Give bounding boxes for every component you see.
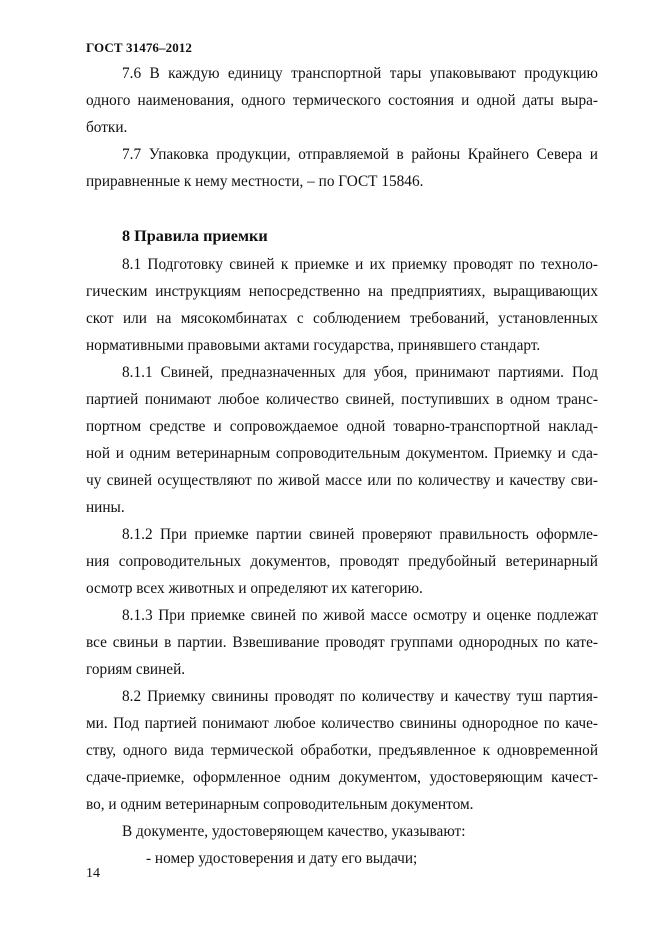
paragraph-quality-document — [86, 818, 598, 845]
paragraph-line: ми. Под партией понимают любое количество свинины однородное по каче- — [86, 715, 598, 732]
section-heading-8: 8 Правила приемки — [122, 227, 268, 245]
paragraph-line: 8.1.3 При приемке свиней по живой массе осмотру и оценке подлежат — [122, 607, 598, 624]
paragraph-line: чу свиней осуществляют по живой массе или по количеству и качеству сви- — [86, 472, 598, 489]
list-item: - номер удостоверения и дату его выдачи; — [146, 850, 418, 867]
paragraph-line: партией понимают любое количество свиней, поступивших в одном транс- — [86, 391, 598, 408]
paragraph-7-7 — [86, 141, 598, 195]
document-code-header: ГОСТ 31476–2012 — [86, 40, 193, 55]
paragraph-line: 7.6 В каждую единицу транспортной тары упаковывают продукцию — [122, 65, 598, 82]
paragraph-8-2 — [86, 683, 598, 818]
paragraph-8-1 — [86, 251, 598, 359]
paragraph-line: ния сопроводительных документов, проводят предубойный ветеринарный — [86, 553, 598, 570]
section-spacer — [86, 195, 598, 221]
paragraph-line: во, и одним ветеринарным сопроводительным документом. — [86, 796, 474, 813]
paragraph-line: ной и одним ветеринарным сопроводительным документом. Приемку и сда- — [86, 445, 598, 462]
document-body — [86, 60, 598, 872]
paragraph-8-1-2 — [86, 521, 598, 602]
paragraph-line: портном средстве и сопровождаемое одной товарно-транспортной наклад- — [86, 418, 598, 435]
paragraph-line: скот или на мясокомбинатах с соблюдением требований, установленных — [86, 310, 598, 327]
paragraph-line: одного наименования, одного термического состояния и одной даты выра- — [86, 92, 598, 109]
paragraph-line: 8.1 Подготовку свиней к приемке и их приемку проводят по техноло- — [122, 256, 598, 273]
paragraph-line: 8.1.1 Свиней, предназначенных для убоя, принимают партиями. Под — [122, 364, 598, 381]
page-number: 14 — [86, 866, 100, 881]
paragraph-line: осмотр всех животных и определяют их категорию. — [86, 580, 423, 597]
paragraph-line: 8.1.2 При приемке партии свиней проверяют правильность оформле- — [122, 526, 598, 543]
paragraph-line: 8.2 Приемку свинины проводят по количеству и качеству туш партия- — [122, 688, 598, 705]
paragraph-line: гическим инструкциям непосредственно на предприятиях, выращивающих — [86, 283, 598, 300]
paragraph-line: ботки. — [86, 119, 128, 136]
paragraph-line: нормативными правовыми актами государства, принявшего стандарт. — [86, 337, 541, 354]
paragraph-8-1-1 — [86, 359, 598, 521]
paragraph-line: сдаче-приемке, оформленное одним документом, удостоверяющим качест- — [86, 769, 598, 786]
paragraph-line: нины. — [86, 499, 125, 516]
paragraph-line: приравненные к нему местности, – по ГОСТ 15846. — [86, 173, 424, 190]
paragraph-8-1-3 — [86, 602, 598, 683]
paragraph-line: все свиньи в партии. Взвешивание проводят группами однородных по кате- — [86, 634, 598, 651]
paragraph-line: 7.7 Упаковка продукции, отправляемой в районы Крайнего Севера и — [122, 146, 598, 163]
paragraph-7-6 — [86, 60, 598, 141]
paragraph-line: ству, одного вида термической обработки, предъявленное к одновременной — [86, 742, 598, 759]
paragraph-line: В документе, удостоверяющем качество, указывают: — [122, 823, 466, 840]
paragraph-line: гориям свиней. — [86, 661, 186, 678]
